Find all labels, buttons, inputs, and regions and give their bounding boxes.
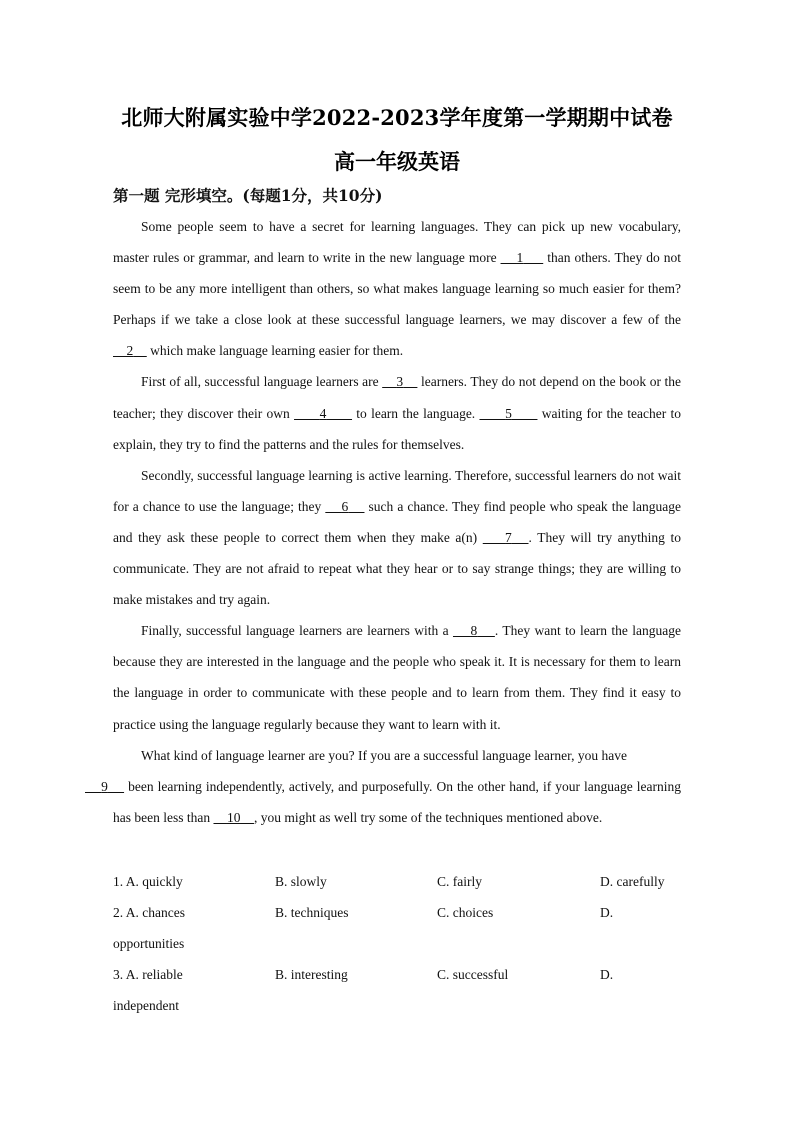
exam-title: 北师大附属实验中学2022-2023学年度第一学期期中试卷 [121,105,673,130]
option-1b[interactable]: B. slowly [275,874,327,889]
paragraph-2: First of all, successful language learners are 3 learners. They do not depend on the book or the teacher; they discover their own 4 to learn the language. 5 waiting for the teacher to explain, they try to find the patterns and the rules for themselves. [113,374,682,452]
option-row-1 [113,866,681,897]
blank-5: 5 [505,405,512,421]
blank-3: 3 [396,374,404,390]
blank-1: 1 [516,250,524,266]
option-row-3-wrap [113,990,681,1021]
option-row-2-wrap [113,928,681,959]
answer-options [113,866,681,1021]
option-2d[interactable]: D. [600,905,614,921]
option-row-2 [113,897,681,928]
option-1a[interactable]: 1. A. quickly [113,874,183,889]
option-2a[interactable]: 2. A. chances [113,905,185,921]
paragraph-5: What kind of language learner are you? If you are a successful language learner, you have 9 been learning independently, actively, and purposefully. On the other hand, if your language learning has been less than 10 , you might as well try some of the techniques mentioned above. [113,740,681,833]
blank-10: 10 [226,809,241,825]
blank-7: 7 [505,529,512,545]
option-row-3 [113,959,681,990]
option-2c[interactable]: C. choices [437,905,494,921]
option-3d[interactable]: D. [600,967,614,983]
paragraph-1: Some people seem to have a secret for learning languages. They can pick up new vocabulary, master rules or grammar, and learn to write in the new language more 1 than others. They do not seem to be any more intelligent than others, so what makes language learning so much easier for them? Perhaps if we take a close look at these successful language learners, we may discover a few of the 2 which make language learning easier for them. [113,219,682,359]
option-1c[interactable]: C. fairly [437,874,482,889]
option-2b[interactable]: B. techniques [275,905,349,921]
paragraph-4: Finally, successful language learners are learners with a 8 . They want to learn the language because they are interested in the language and the people who speak it. It is necessary for them to learn the language in order to communicate with these people and to learn from them. They find it easy to practice using the language regularly because they want to learn with it. [113,623,682,732]
cloze-passage [101,211,682,833]
paragraph-3: Secondly, successful language learning is active learning. Therefore, successful learners do not wait for a chance to use the language; they 6 such a chance. They find people who speak the language and they ask these people to correct them when they make a(n) 7 . They will try anything to communicate. They are not afraid to repeat what they hear or to say strange things; they are willing to make mistakes and try again. [113,467,682,608]
section-heading: 第一题 完形填空。(每题1分，共10分) [113,186,383,205]
option-1d[interactable]: D. carefully [600,874,665,889]
blank-9: 9 [101,778,108,794]
option-3b[interactable]: B. interesting [275,967,348,983]
option-2d-text[interactable]: opportunities [113,936,185,952]
blank-2: 2 [126,343,134,359]
blank-8: 8 [470,623,478,639]
blank-4: 4 [319,405,327,421]
option-3a[interactable]: 3. A. reliable [113,967,183,983]
option-3c[interactable]: C. successful [437,967,509,983]
option-3d-text[interactable]: independent [113,998,179,1014]
exam-subtitle: 高一年级英语 [334,149,460,174]
blank-6: 6 [341,498,349,514]
